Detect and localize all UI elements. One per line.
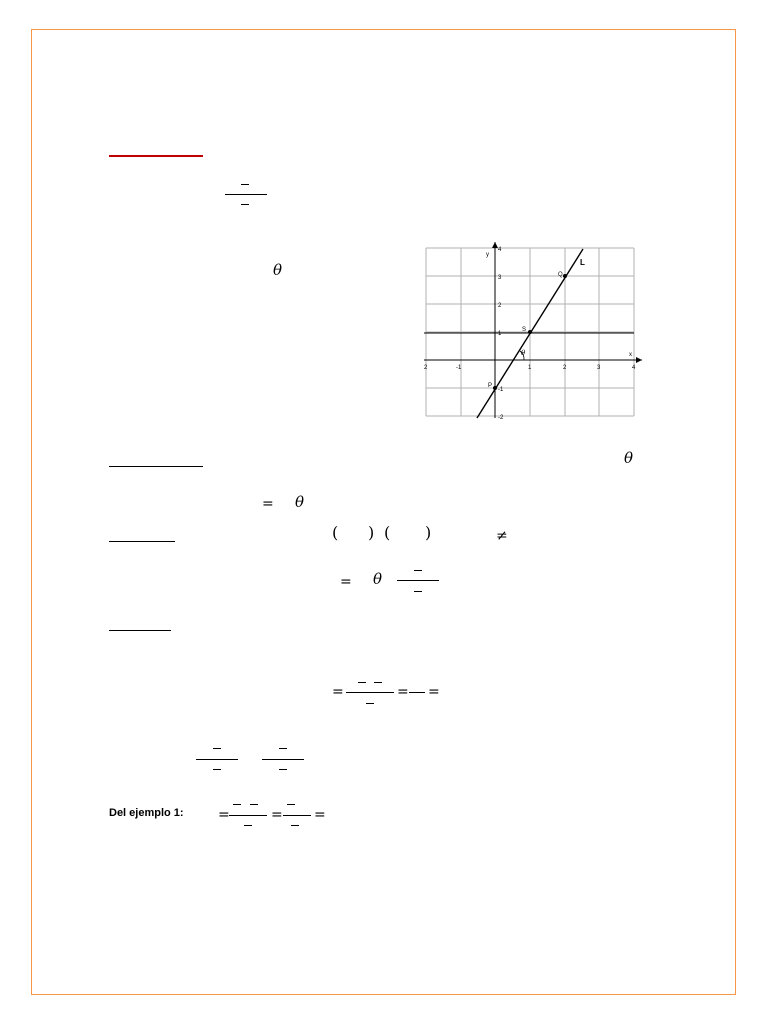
equals-sign-8: = bbox=[314, 807, 326, 823]
point-p-marker bbox=[493, 386, 497, 390]
point-q-marker bbox=[563, 274, 567, 278]
y-tick-4: 1 bbox=[498, 331, 502, 337]
equals-sign-2: = bbox=[340, 574, 352, 590]
y-tick-6: -2 bbox=[498, 415, 504, 421]
point-s-label: S bbox=[522, 327, 527, 333]
x-axis-label: x bbox=[629, 352, 632, 358]
line-graph bbox=[420, 240, 646, 422]
x-axis-arrow bbox=[636, 357, 642, 363]
line-l-label: L bbox=[580, 258, 585, 267]
red-section-rule bbox=[109, 155, 203, 157]
equals-sign-5: = bbox=[428, 684, 440, 700]
theta-symbol-3: θ bbox=[295, 493, 305, 511]
point-s-marker bbox=[528, 330, 532, 334]
close-paren-2: ) bbox=[425, 523, 432, 542]
section-rule-3 bbox=[109, 541, 175, 542]
equals-sign-4: = bbox=[397, 684, 409, 700]
y-tick-3: 2 bbox=[498, 303, 502, 309]
section-rule-2 bbox=[109, 466, 203, 467]
y-tick-5: -1 bbox=[498, 387, 504, 393]
example-label: Del ejemplo 1: bbox=[109, 807, 184, 819]
theta-symbol-1: θ bbox=[273, 261, 283, 279]
theta-symbol-2: θ bbox=[624, 449, 634, 467]
point-p-label: P bbox=[488, 383, 493, 389]
y-axis-label: y bbox=[486, 252, 489, 258]
page-frame bbox=[31, 29, 736, 995]
x-tick-1: 2 bbox=[424, 365, 428, 371]
section-rule-4 bbox=[109, 630, 171, 631]
x-tick-6: 4 bbox=[632, 365, 636, 371]
equals-sign-1: = bbox=[262, 496, 274, 512]
equals-sign-7: = bbox=[271, 807, 283, 823]
x-tick-3: 1 bbox=[528, 365, 532, 371]
x-tick-5: 3 bbox=[597, 365, 601, 371]
y-tick-1: 4 bbox=[498, 247, 502, 253]
theta-symbol-4: θ bbox=[373, 570, 383, 588]
equals-sign-6: = bbox=[218, 807, 230, 823]
x-tick-2: -1 bbox=[456, 365, 462, 371]
open-paren-2: ( bbox=[384, 523, 391, 542]
equals-sign-3: = bbox=[332, 684, 344, 700]
not-equal-sign: ≠ bbox=[496, 528, 508, 544]
fraction-bar-short bbox=[409, 692, 425, 693]
x-tick-4: 2 bbox=[563, 365, 567, 371]
y-tick-2: 3 bbox=[498, 275, 502, 281]
open-paren-1: ( bbox=[332, 523, 339, 542]
close-paren-1: ) bbox=[368, 523, 375, 542]
angle-label: θ bbox=[521, 349, 526, 357]
point-q-label: Q bbox=[558, 272, 563, 278]
